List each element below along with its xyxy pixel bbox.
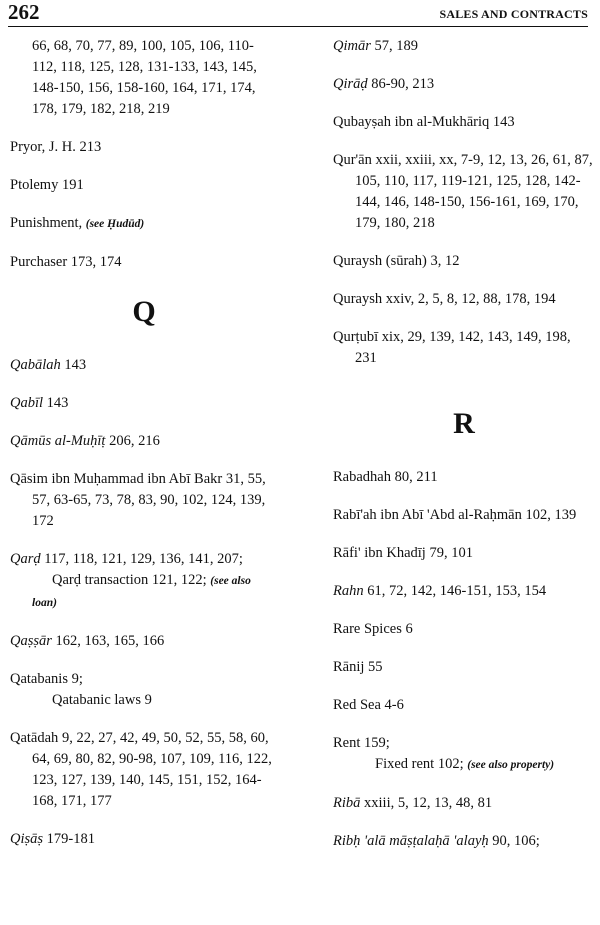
- page-header: [8, 2, 588, 27]
- index-entry: [10, 829, 278, 850]
- entry-refs: 31, 55, 57, 63-65, 73, 78, 83, 90, 102, 124, 139, 172: [32, 471, 266, 529]
- index-entry: [333, 505, 595, 526]
- index-column-right: [333, 36, 595, 869]
- index-entry: [333, 289, 595, 310]
- entry-refs: 57, 189: [374, 38, 418, 54]
- entry-term: Qirāḍ: [333, 76, 368, 92]
- index-entry: [333, 831, 595, 852]
- index-entry: [10, 431, 278, 452]
- continued-entry-refs: 66, 68, 70, 77, 89, 100, 105, 106, 110-112, 118, 125, 128, 131-133, 143, 145, 148-150, 156, 158-160, 164, 171, 174, 178, 179, 182, 218, 219: [32, 38, 257, 117]
- index-entry: [333, 251, 595, 272]
- entry-refs: 9;: [71, 671, 83, 687]
- entry-term: Rānij: [333, 659, 365, 675]
- entry-refs: 173, 174: [70, 254, 122, 270]
- entry-refs: 143: [46, 395, 69, 411]
- entry-refs: 206, 216: [109, 433, 160, 449]
- entry-term: Quraysh: [333, 291, 383, 307]
- entry-term: Qiṣāṣ: [10, 831, 44, 847]
- entry-refs: 79, 101: [429, 545, 473, 561]
- index-entry: [333, 793, 595, 814]
- entry-term: Pryor, J. H.: [10, 139, 76, 155]
- entry-refs: xxii, xxiii, xx, 7-9, 12, 13, 26, 61, 87, 105, 110, 117, 119-121, 125, 128, 142-144, 146, 148-150, 156-161, 169, 170, 179, 180, 218: [355, 152, 593, 231]
- entry-term: Qatabanis: [10, 671, 68, 687]
- index-entry: [10, 631, 278, 652]
- entry-term: Ribḥ 'alā māṣṭalaḥā 'alayḥ: [333, 833, 489, 849]
- entry-term: Rabī'ah ibn Abī 'Abd al-Raḥmān: [333, 507, 522, 523]
- entry-term: Qurṭubī: [333, 329, 379, 345]
- entry-refs: xxiii, 5, 12, 13, 48, 81: [364, 795, 493, 811]
- entry-term: Rare Spices: [333, 621, 402, 637]
- entry-refs: 213: [79, 139, 102, 155]
- index-entry: [333, 695, 595, 716]
- entry-refs: 9, 22, 27, 42, 49, 50, 52, 55, 58, 60, 64, 69, 80, 82, 90-98, 107, 109, 116, 122, 123, 127, 139, 140, 145, 151, 152, 164-168, 171, 177: [32, 730, 272, 809]
- index-entry: [333, 619, 595, 640]
- index-entry: [10, 213, 278, 235]
- index-entry: [10, 469, 278, 532]
- entry-term: Qubayṣah ibn al-Mukhāriq: [333, 114, 490, 130]
- sub-entry-term: Fixed rent: [375, 756, 435, 772]
- index-entry: [10, 393, 278, 414]
- entry-term: Qarḍ: [10, 551, 41, 567]
- entry-refs: 61, 72, 142, 146-151, 153, 154: [367, 583, 547, 599]
- entry-refs: xxiv, 2, 5, 8, 12, 88, 178, 194: [385, 291, 556, 307]
- index-entry: [10, 728, 278, 812]
- page-number: 262: [8, 0, 40, 24]
- index-entry: [333, 657, 595, 678]
- section-letter-r: R: [453, 407, 475, 440]
- entry-term: Qimār: [333, 38, 371, 54]
- entry-term: Qabālah: [10, 357, 61, 373]
- entry-term: Ptolemy: [10, 177, 59, 193]
- see-reference: (see Ḥudūd): [85, 218, 145, 230]
- entry-refs: 90, 106;: [492, 833, 540, 849]
- entry-term: Red Sea: [333, 697, 381, 713]
- index-entry: [333, 150, 595, 234]
- entry-refs: 159;: [364, 735, 390, 751]
- entry-refs: 191: [61, 177, 84, 193]
- sub-entry-term: Qarḍ transaction: [52, 572, 149, 588]
- index-entry: [333, 543, 595, 564]
- entry-refs: 143: [64, 357, 87, 373]
- entry-term: Purchaser: [10, 254, 68, 270]
- index-entry: [333, 74, 595, 95]
- index-entry: [333, 581, 595, 602]
- sub-entry: [375, 756, 554, 772]
- entry-refs: 6: [405, 621, 413, 637]
- see-also-reference: (see also property): [467, 759, 555, 771]
- index-entry: [10, 252, 278, 273]
- entry-refs: 3, 12: [430, 253, 460, 269]
- see-also-reference: (see also loan): [32, 575, 251, 609]
- index-entry: [333, 36, 595, 57]
- section-letter-q: Q: [132, 295, 156, 328]
- sub-entry-refs: 102;: [437, 756, 464, 772]
- entry-term: Qaṣṣār: [10, 633, 52, 649]
- entry-term: Rāfi' ibn Khadīj: [333, 545, 426, 561]
- entry-term: Rabadhah: [333, 469, 391, 485]
- entry-refs: 4-6: [384, 697, 404, 713]
- index-entry: [10, 549, 278, 614]
- index-entry: [333, 327, 595, 369]
- index-entry: [10, 175, 278, 196]
- index-entry: [333, 467, 595, 488]
- entry-term: Punishment,: [10, 215, 83, 231]
- entry-term: Qatādah: [10, 730, 59, 746]
- entry-refs: 179-181: [46, 831, 96, 847]
- entry-refs: 80, 211: [394, 469, 438, 485]
- index-entry: [333, 112, 595, 133]
- entry-term: Quraysh (sūrah): [333, 253, 427, 269]
- entry-refs: 102, 139: [525, 507, 577, 523]
- index-entry: [10, 355, 278, 376]
- entry-refs: xix, 29, 139, 142, 143, 149, 198, 231: [355, 329, 571, 366]
- entry-refs: 162, 163, 165, 166: [55, 633, 165, 649]
- entry-term: Rent: [333, 735, 361, 751]
- sub-entry-term: Qatabanic laws: [52, 692, 141, 708]
- entry-term: Qur'ān: [333, 152, 372, 168]
- index-entry: [10, 137, 278, 158]
- entry-refs: 86-90, 213: [371, 76, 435, 92]
- entry-refs: 55: [368, 659, 383, 675]
- entry-term: Qabīl: [10, 395, 44, 411]
- sub-entry: [32, 572, 251, 610]
- entry-refs: 117, 118, 121, 129, 136, 141, 207;: [44, 551, 243, 567]
- index-entry: [333, 733, 595, 776]
- running-title: SALES AND CONTRACTS: [439, 7, 588, 21]
- entry-term: Rahn: [333, 583, 364, 599]
- sub-entry-refs: 9: [144, 692, 152, 708]
- entry-refs: 143: [492, 114, 515, 130]
- entry-term: Qāsim ibn Muḥammad ibn Abī Bakr: [10, 471, 223, 487]
- sub-entry-refs: 121, 122;: [151, 572, 207, 588]
- entry-term: Qāmūs al-Muḥīṭ: [10, 433, 106, 449]
- index-entry: [10, 669, 278, 711]
- index-column-left: [10, 36, 278, 867]
- entry-term: Ribā: [333, 795, 361, 811]
- sub-entry: [52, 692, 152, 708]
